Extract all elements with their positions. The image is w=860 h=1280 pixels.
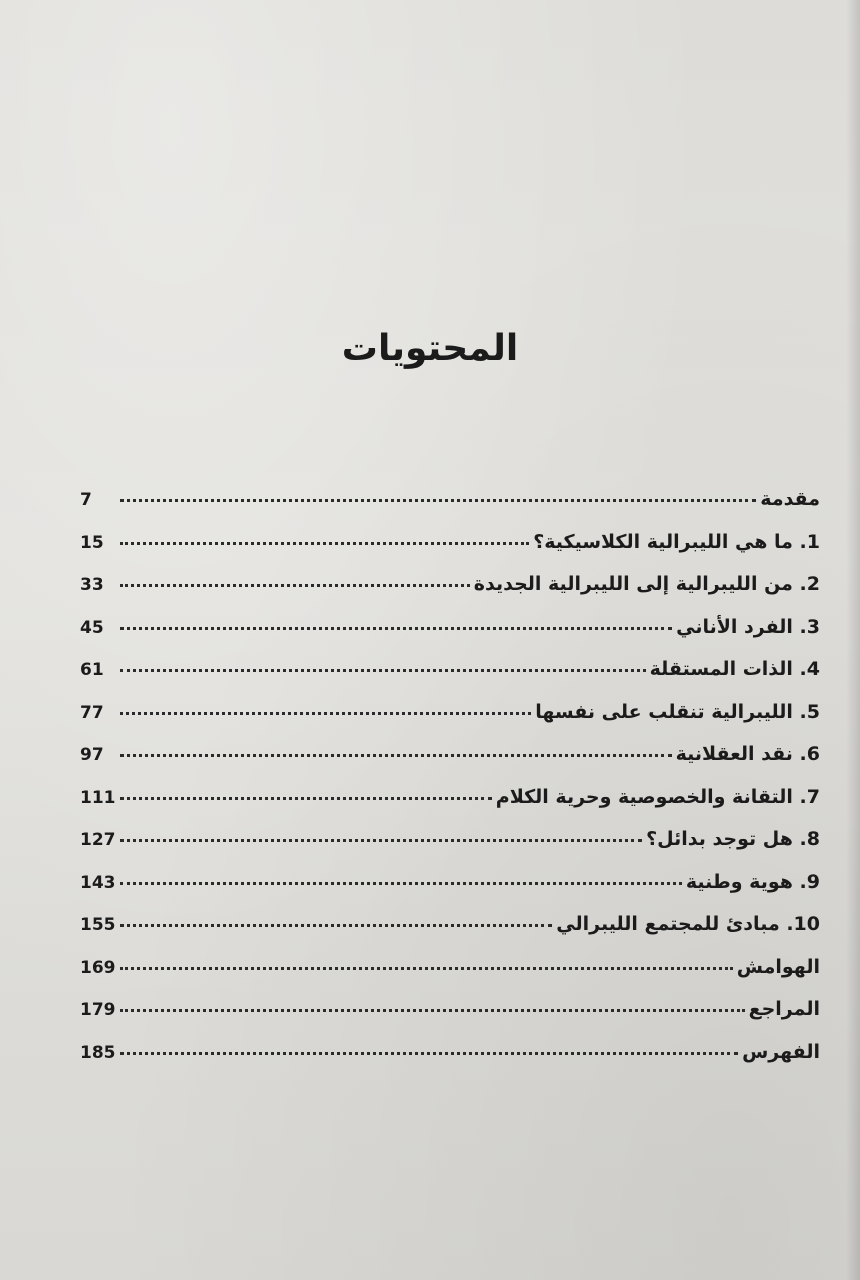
toc-entry-label: الهوامش <box>736 955 820 978</box>
toc-entry-page-number: 143 <box>80 872 116 893</box>
toc-entry-label: 10. مبادئ للمجتمع الليبرالي <box>556 913 820 935</box>
toc-entry-label: الفهرس <box>742 1040 820 1063</box>
dot-leader <box>120 712 531 715</box>
dot-leader <box>120 1052 738 1055</box>
dot-leader <box>120 882 682 885</box>
dot-leader <box>120 499 756 502</box>
toc-entry-page-number: 61 <box>80 660 104 680</box>
toc-entry <box>80 531 820 574</box>
dot-leader <box>120 797 492 800</box>
toc-entry-page-number: 15 <box>80 532 104 553</box>
toc-entry-label: 9. هوية وطنية <box>685 870 820 893</box>
toc-entry-label: 7. التقانة والخصوصية وحرية الكلام <box>495 785 820 808</box>
toc-entry-label: مقدمة <box>760 488 820 510</box>
toc-entry <box>80 701 820 744</box>
toc-entry <box>80 913 820 956</box>
toc-entry <box>80 658 820 701</box>
toc-entry-page-number: 169 <box>80 957 116 978</box>
toc-entry-label: 4. الذات المستقلة <box>649 658 820 680</box>
toc-entry-page-number: 111 <box>80 787 116 808</box>
toc-entry-page-number: 33 <box>80 575 104 595</box>
dot-leader <box>120 584 470 587</box>
toc-entry-label: 8. هل توجد بدائل؟ <box>646 828 820 850</box>
dot-leader <box>120 754 672 757</box>
toc-entry <box>80 828 820 871</box>
toc-entry-page-number: 185 <box>80 1042 116 1063</box>
toc-entry <box>80 616 820 659</box>
toc-entry-label: 2. من الليبرالية إلى الليبرالية الجديدة <box>473 573 820 595</box>
toc-entry-page-number: 45 <box>80 617 104 638</box>
dot-leader <box>120 839 642 842</box>
page-title: المحتويات <box>341 328 519 369</box>
toc-entry-page-number: 179 <box>80 1000 116 1020</box>
toc-entry <box>80 998 820 1041</box>
toc-entry <box>80 956 820 999</box>
toc-entry-page-number: 155 <box>80 915 116 935</box>
toc-entry-page-number: 127 <box>80 830 116 850</box>
page-edge-shadow <box>846 0 860 1280</box>
toc-entry-page-number: 7 <box>80 490 92 510</box>
dot-leader <box>120 542 529 545</box>
toc-entry <box>80 871 820 914</box>
toc-entry <box>80 1041 820 1084</box>
toc-entry-label: 3. الفرد الأناني <box>676 615 820 638</box>
table-of-contents <box>80 488 820 1083</box>
toc-entry <box>80 488 820 531</box>
dot-leader <box>120 669 646 672</box>
dot-leader <box>120 1009 745 1012</box>
toc-entry <box>80 786 820 829</box>
toc-entry-page-number: 77 <box>80 702 104 723</box>
dot-leader <box>120 967 733 970</box>
toc-entry-label: المراجع <box>748 998 820 1020</box>
toc-entry-label: 6. نقد العقلانية <box>675 743 820 765</box>
toc-entry-label: 5. الليبرالية تنقلب على نفسها <box>535 700 820 723</box>
dot-leader <box>120 627 672 630</box>
toc-entry-label: 1. ما هي الليبرالية الكلاسيكية؟ <box>533 530 820 553</box>
toc-entry-page-number: 97 <box>80 745 104 765</box>
dot-leader <box>120 924 552 927</box>
toc-entry <box>80 573 820 616</box>
toc-entry <box>80 743 820 786</box>
